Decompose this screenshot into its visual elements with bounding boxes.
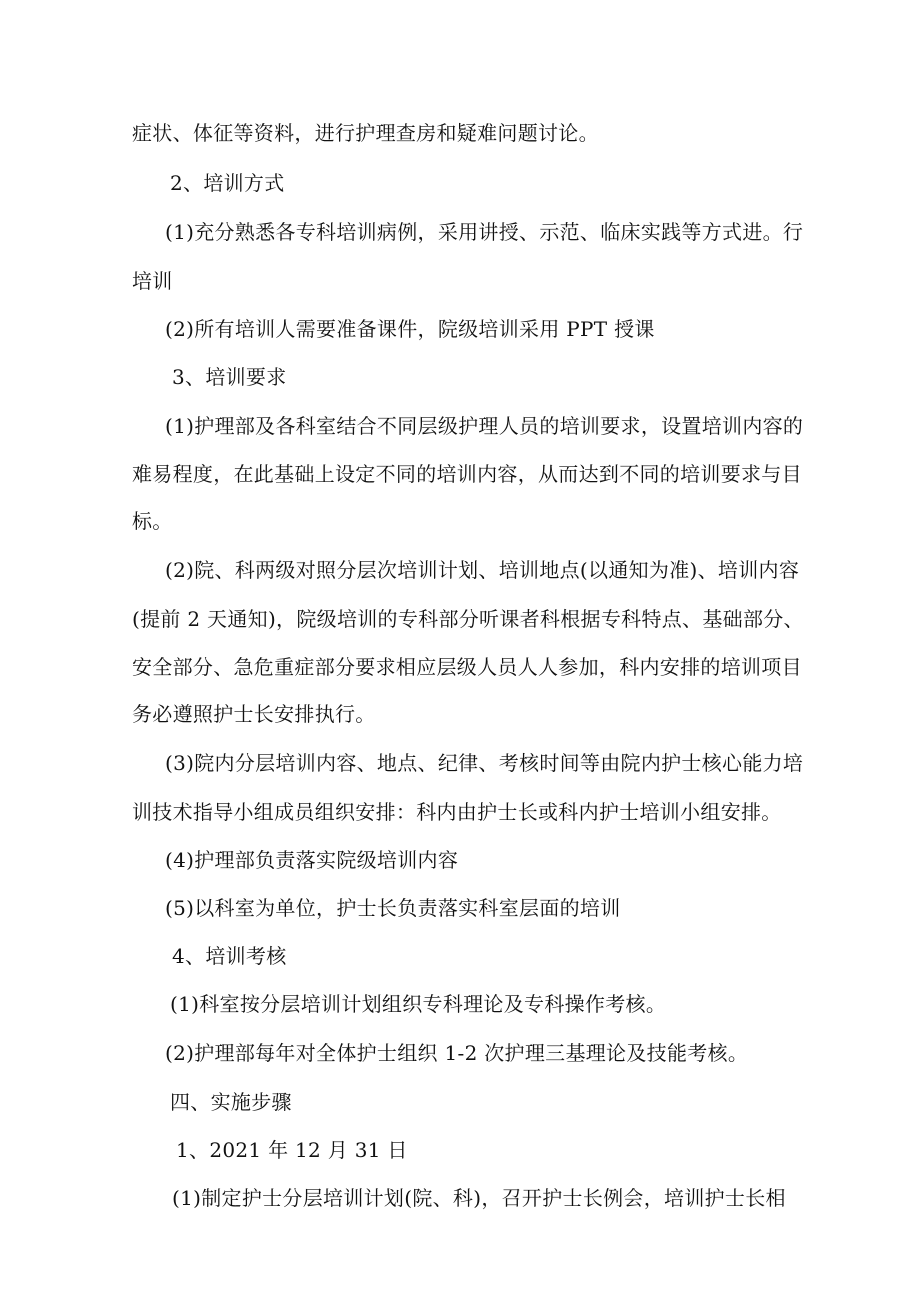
paragraph-line: 培训: [132, 269, 173, 293]
paragraph-line: (4)护理部负责落实院级培训内容: [165, 848, 459, 872]
paragraph-line: (1)科室按分层培训计划组织专科理论及专科操作考核。: [170, 992, 667, 1016]
date-heading: 1、2021 年 12 月 31 日: [176, 1138, 408, 1162]
paragraph-line: (提前 2 天通知)，院级培训的专科部分听课者科根据专科特点、基础部分、: [132, 607, 804, 631]
paragraph-line: (3)院内分层培训内容、地点、纪律、考核时间等由院内护士核心能力培: [165, 751, 804, 775]
section-heading-training-assessment: 4、培训考核: [172, 944, 287, 968]
paragraph-line: 标。: [132, 509, 173, 533]
section-heading-training-method: 2、培训方式: [170, 171, 285, 195]
paragraph-line: 症状、体征等资料，进行护理查房和疑难问题讨论。: [132, 121, 599, 145]
paragraph-line: (1)制定护士分层培训计划(院、科)，召开护士长例会，培训护士长相: [172, 1186, 786, 1210]
paragraph-line: (2)院、科两级对照分层次培训计划、培训地点(以通知为准)、培训内容: [165, 558, 800, 582]
section-heading-training-requirements: 3、培训要求: [172, 365, 287, 389]
paragraph-line: 训技术指导小组成员组织安排：科内由护士长或科内护士培训小组安排。: [132, 800, 782, 824]
paragraph-line: (1)充分熟悉各专科培训病例，采用讲授、示范、临床实践等方式进。行: [165, 220, 804, 244]
paragraph-line: (5)以科室为单位，护士长负责落实科室层面的培训: [165, 896, 621, 920]
paragraph-line: 难易程度，在此基础上设定不同的培训内容，从而达到不同的培训要求与目: [132, 462, 802, 486]
paragraph-line: (2)护理部每年对全体护士组织 1-2 次护理三基理论及技能考核。: [165, 1041, 749, 1065]
section-heading-implementation-steps: 四、实施步骤: [170, 1090, 292, 1114]
paragraph-line: (2)所有培训人需要准备课件，院级培训采用 PPT 授课: [165, 317, 655, 341]
paragraph-line: (1)护理部及各科室结合不同层级护理人员的培训要求，设置培训内容的: [165, 414, 804, 438]
paragraph-line: 务必遵照护士长安排执行。: [132, 702, 376, 726]
paragraph-line: 安全部分、急危重症部分要求相应层级人员人人参加，科内安排的培训项目: [132, 655, 802, 679]
